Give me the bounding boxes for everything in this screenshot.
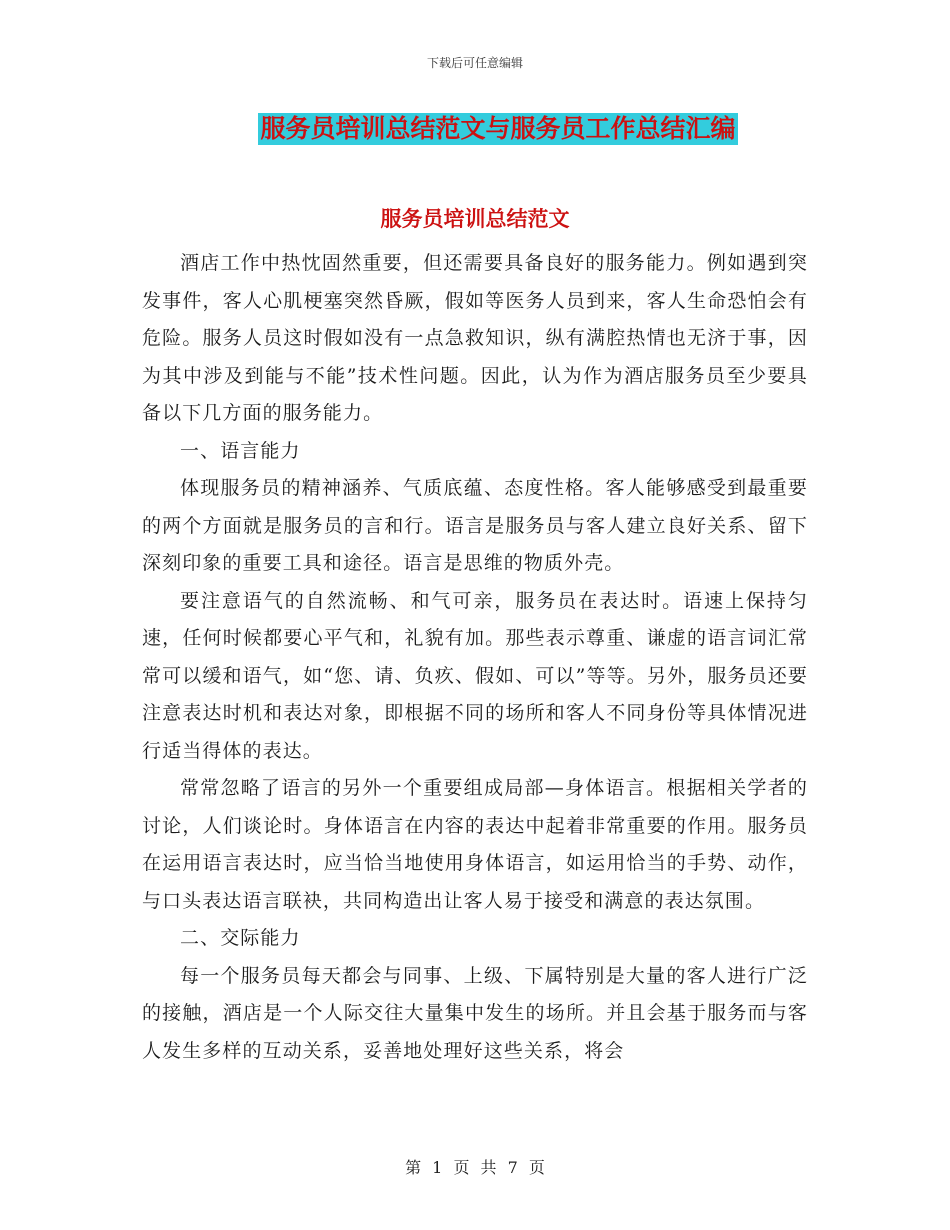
section-title: 服务员培训总结范文 (380, 206, 570, 231)
paragraph-body-language: 常常忽略了语言的另外一个重要组成局部—身体语言。根据相关学者的讨论，人们谈论时。身体语言在内容的表达中起着非常重要的作用。服务员在运用语言表达时，应当恰当地使用身体语言，如运用恰当的手势、动作，与口头表达语言联袂，共同构造出让客人易于接受和满意的表达氛围。 (142, 777, 808, 912)
document-title-container (0, 113, 950, 145)
paragraph-language-2: 要注意语气的自然流畅、和气可亲，服务员在表达时。语速上保持匀速，任何时候都要心平气和，礼貌有加。那些表示尊重、谦虚的语言词汇常常可以缓和语气，如“您、请、负疚、假如、可以”等等。另外，服务员还要注意表达时机和表达对象，即根据不同的场所和客人不同身份等具体情况进行适当得体的表达。 (142, 589, 808, 762)
paragraph-social-1: 每一个服务员每天都会与同事、上级、下属特别是大量的客人进行广泛的接触，酒店是一个人际交往大量集中发生的场所。并且会基于服务而与客人发生多样的互动关系，妥善地处理好这些关系，将会 (142, 964, 808, 1062)
page-footer: 第 1 页 共 7 页 (405, 1158, 545, 1177)
document-title: 服务员培训总结范文与服务员工作总结汇编 (260, 114, 736, 143)
paragraph-intro: 酒店工作中热忱固然重要，但还需要具备良好的服务能力。例如遇到突发事件，客人心肌梗塞突然昏厥，假如等医务人员到来，客人生命恐怕会有危险。服务人员这时假如没有一点急救知识，纵有满腔热情也无济于事，因为其中涉及到能与不能”技术性问题。因此，认为作为酒店服务员至少要具备以下几方面的服务能力。 (142, 252, 808, 424)
paragraph-language-1: 体现服务员的精神涵养、气质底蕴、态度性格。客人能够感受到最重要的两个方面就是服务员的言和行。语言是服务员与客人建立良好关系、留下深刻印象的重要工具和途径。语言是思维的物质外壳。 (142, 477, 808, 574)
header-note: 下载后可任意编辑 (426, 56, 523, 70)
heading-social-ability: 二、交际能力 (180, 927, 301, 949)
document-body (142, 245, 808, 1070)
heading-language-ability: 一、语言能力 (180, 439, 301, 462)
